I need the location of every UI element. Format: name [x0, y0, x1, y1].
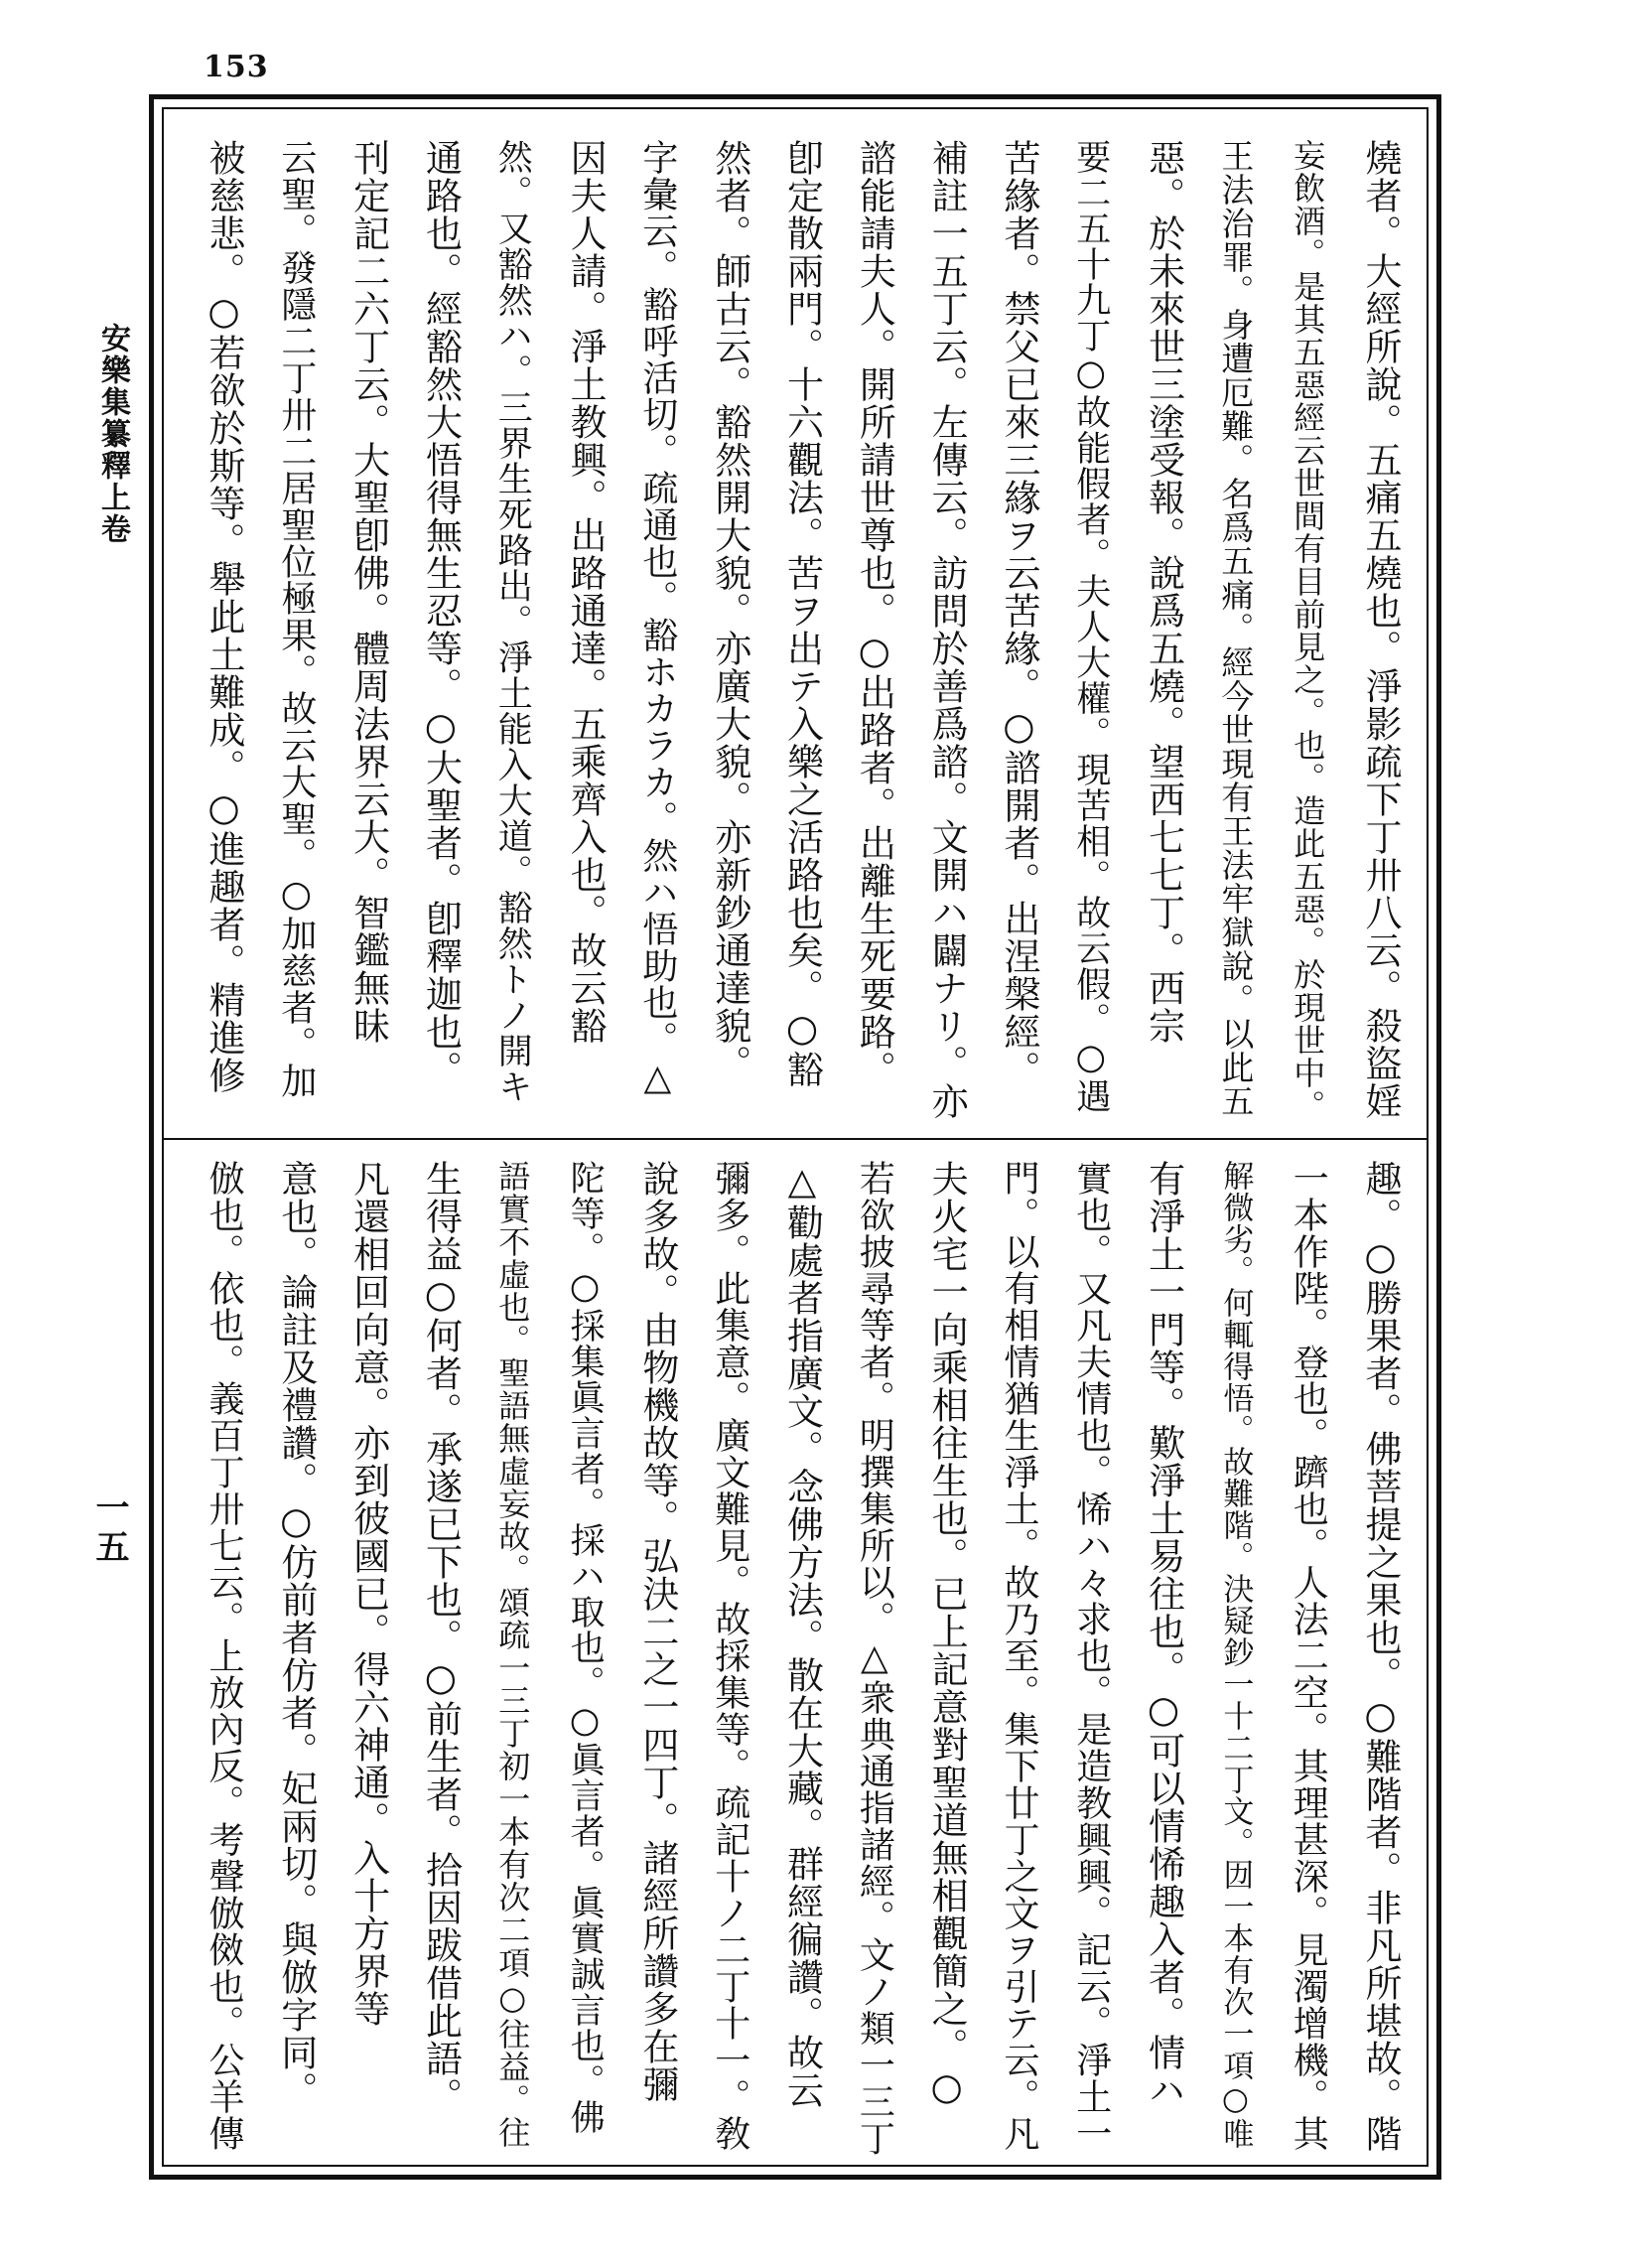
lower-text-column: 陀等。○採集眞言者。採ハ取也。○眞言者。眞實誠言也。佛 — [565, 1160, 606, 2135]
lower-register — [194, 1160, 1410, 2158]
lower-text-column: 彌多。此集意。廣文難見。故採集等。疏記十ノ二丁十一。敎 — [709, 1160, 750, 2152]
upper-text-column: 字彙云。豁呼活切。疏通也。豁ホカラカ。然ハ悟助也。△ — [636, 139, 678, 1099]
lower-text-column: 實也。又凡夫情也。悕ハ々求也。是造教興興。記云。淨土一 — [1070, 1160, 1112, 2152]
register-divider — [164, 1138, 1427, 1140]
lower-text-column: 趣。○勝果者。佛菩提之果也。○難階者。非凡所堪故。階 — [1359, 1160, 1402, 2153]
upper-register — [194, 139, 1410, 1122]
lower-text-column: 說多故。由物機故等。弘決二之一四丁。諸經所讚多在彌 — [635, 1160, 679, 2103]
upper-text-column: 因夫人請。淨土教興。出路通達。五乘齊入也。故云豁 — [564, 139, 608, 1045]
running-title: 安樂集纂釋上卷 — [95, 323, 130, 545]
upper-text-column: 妄飲酒。是其五惡經云世間有目前見之。也。造此五惡。於現世中。 — [1289, 139, 1327, 1122]
upper-text-column: 卽定散兩門。十六觀法。苦ヲ出テ入樂之活路也矣。○豁 — [780, 139, 824, 1088]
lower-text-column: 一本作陛。登也。躋也。人法二空。其理甚深。見濁增機。其 — [1288, 1160, 1329, 2152]
upper-text-column: 然。又豁然ハ。三界生死路出。淨土能入大道。豁然トノ開キ — [492, 139, 533, 1104]
text-frame-inner — [162, 107, 1429, 2167]
upper-text-column: 通路也。經豁然大悟得無生忍等。○大聖者。卽釋迦也。 — [419, 139, 463, 1088]
lower-text-column: △勸處者指廣文。念佛方法。散在大藏。群經徧讚。故云 — [780, 1160, 824, 2109]
upper-text-column: 王法治罪。身遭厄難。名爲五痛。經今世現有王法牢獄說。以此五 — [1216, 139, 1256, 1118]
text-frame — [149, 94, 1441, 2180]
lower-text-column: 意也。論註及禮讚。○仿前者仿者。妃兩切。與倣字同。 — [274, 1160, 318, 2109]
upper-text-column: 補註一五丁云。左傳云。訪問於善爲諮。文開ハ闢ナリ。亦 — [925, 139, 969, 1120]
lower-text-column: 生得益○何者。承遂已下也。○前生者。拾因跋借此語。 — [419, 1160, 463, 2115]
upper-text-column: 惡。於未來世三塗受報。說爲五燒。望西七七丁。西宗 — [1142, 139, 1185, 1045]
upper-text-column: 刊定記二六丁云。大聖卽佛。體周法界云大。智鑑無昧 — [346, 139, 390, 1045]
upper-text-column: 要二五十九丁○故能假者。夫人大權。現苦相。故云假。○遇 — [1070, 139, 1111, 1114]
lower-text-column: 倣也。依也。義百丁卅七云。上放內反。考聲倣傚也。公羊傳 — [204, 1160, 244, 2152]
lower-text-column: 門。以有相情猶生淨土。故乃至。集下廿丁之文ヲ引テ云。凡 — [998, 1160, 1039, 2152]
lower-text-column: 夫火宅一向乘相往生也。已上記意對聖道無相觀簡之。○ — [925, 1160, 969, 2109]
lower-text-column: 解微劣。何輒得悟。故難階。決疑鈔一十二丁文。㘞一本有次一項○唯 — [1217, 1160, 1254, 2150]
lower-text-column: 有淨土一門等。歎淨土易往也。○可以情悕趣入者。情ハ — [1142, 1160, 1185, 2109]
upper-text-column: 被慈悲。○若欲於斯等。舉此土難成。○進趣者。精進修 — [203, 139, 245, 1094]
upper-text-column: 燒者。大經所說。五痛五燒也。淨影疏下丁卅八云。殺盜婬 — [1359, 139, 1402, 1120]
upper-text-column: 苦緣者。禁父已來三緣ヲ云苦緣。○諮開者。出涅槃經。 — [997, 139, 1040, 1088]
lower-text-column: 若欲披尋等者。明撰集所以。△衆典通指諸經。文ノ類一三丁 — [854, 1160, 895, 2157]
page-number: 153 — [204, 50, 269, 84]
folio-number: 一五 — [89, 1489, 129, 1569]
upper-text-column: 諮能請夫人。開所請世尊也。○出路者。出離生死要路。 — [853, 139, 896, 1088]
upper-text-column: 云聖。發隱二丁卅二居聖位極果。故云大聖。○加慈者。加 — [275, 139, 317, 1099]
upper-text-column: 然者。師古云。豁然開大貌。亦廣大貌。亦新鈔通達貌。 — [708, 139, 751, 1082]
lower-text-column: 凡還相回向意。亦到彼國已。得六神通。入十方界等 — [346, 1160, 390, 2028]
lower-text-column: 語實不虛也。聖語無虛妄故。頌疏一三丁初一本有次二項○往益。往 — [493, 1160, 532, 2149]
